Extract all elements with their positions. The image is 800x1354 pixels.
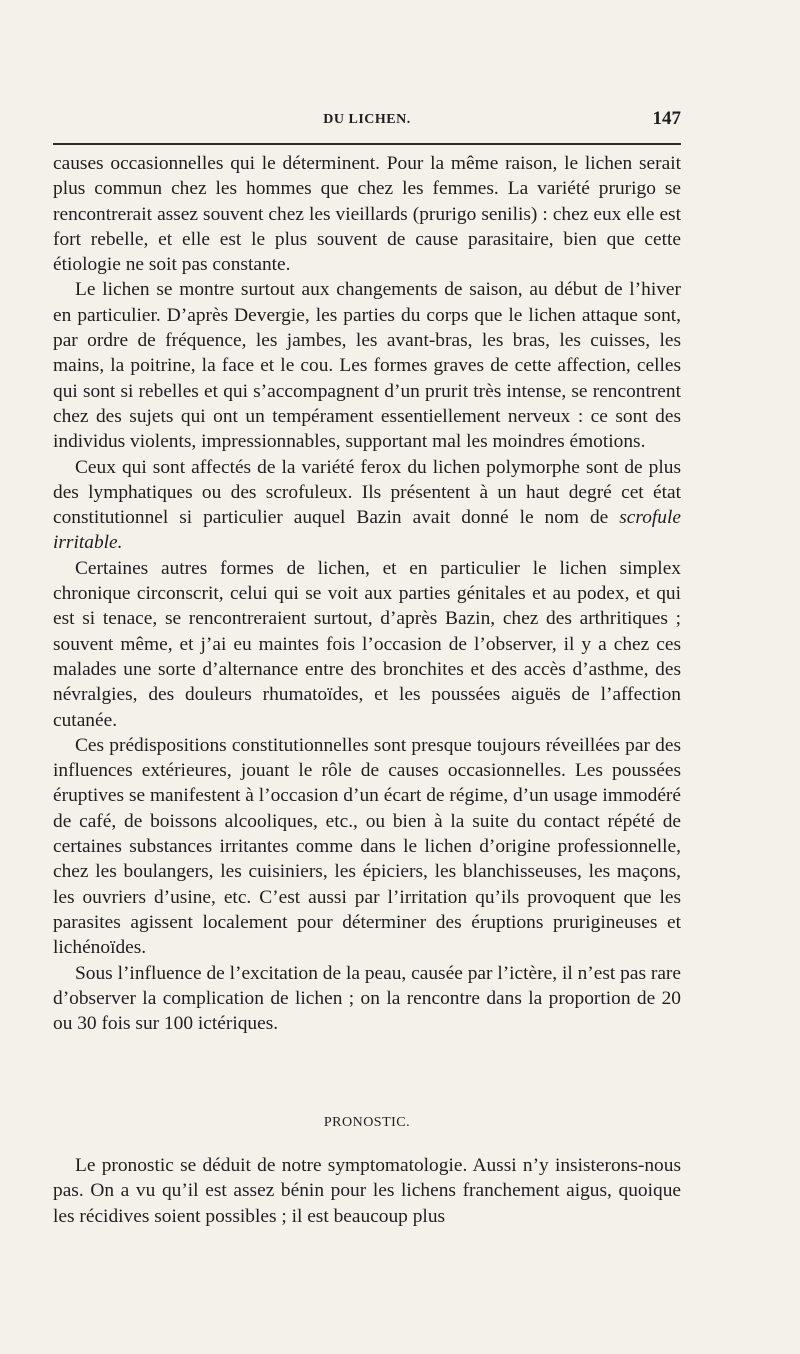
paragraph-2: Le lichen se montre surtout aux changements de saison, au début de l’hiver en particulier. D’après Devergie, les parties du corps que le lichen attaque sont, par ordre de fréquence, les jambes, les avant-bras, les bras, les cuisses, les mains, la poitrine, la face et le cou. Les formes graves de cette affection, celles qui sont si rebelles et qui s’accompagnent d’un prurit très intense, se rencontrent chez des sujets qui ont un tempérament essentiellement nerveux : ce sont des individus violents, impressionnables, supportant mal les moindres émotions.: [53, 279, 681, 453]
pronostic-paragraph: Le pronostic se déduit de notre symptomatologie. Aussi n’y insisterons-nous pas. On a vu qu’il est assez bénin pour les lichens franchement aigus, quoique les récidives soient possibles ; il est beaucoup plus: [53, 1155, 681, 1227]
paragraph-3: [53, 455, 681, 556]
section-body: [53, 1153, 681, 1229]
running-title: DU LICHEN.: [323, 112, 411, 127]
body-text: [53, 151, 681, 1036]
paragraph-5: Ces prédispositions constitutionnelles sont presque toujours réveillées par des influences extérieures, jouant le rôle de causes occasionnelles. Les poussées éruptives se manifestent à l’occasion d’un écart de régime, d’un usage immodéré de café, de boissons alcooliques, etc., ou bien à la suite du contact répété de certaines substances irritantes comme dans le lichen d’origine professionnelle, chez les boulangers, les cuisiniers, les épiciers, les blanchisseuses, les maçons, les ouvriers d’usine, etc. C’est aussi par l’irritation qu’ils provoquent que les parasites agissent localement pour déterminer des éruptions prurigineuses et lichénoïdes.: [53, 734, 681, 959]
paragraph-3-emphasis: scrofule irritable.: [53, 507, 681, 554]
header-rule: [53, 143, 681, 145]
running-head: [53, 108, 681, 132]
section-heading: PRONOSTIC.: [323, 1115, 411, 1130]
paragraph-4: Certaines autres formes de lichen, et en particulier le lichen simplex chronique circonscrit, celui qui se voit aux parties génitales et au podex, et qui est si tenace, se rencontreraient surtout, d’après Bazin, chez des arthritiques ; souvent même, et j’ai eu maintes fois l’occasion de l’observer, il y a chez ces malades une sorte d’alternance entre des bronchites et des accès d’asthme, des névralgies, des douleurs rhumatoïdes, et les poussées aiguës de l’affection cutanée.: [53, 557, 681, 731]
paragraph-6: Sous l’influence de l’excitation de la peau, causée par l’ictère, il n’est pas rare d’observer la complication de lichen ; on la rencontre dans la proportion de 20 ou 30 fois sur 100 ictériques.: [53, 962, 681, 1035]
paragraph-1: causes occasionnelles qui le déterminent. Pour la même raison, le lichen serait plus commun chez les hommes que chez les femmes. La variété prurigo se rencontrerait assez souvent chez les vieillards (prurigo senilis) : chez eux elle est fort rebelle, et elle est le plus souvent de cause parasitaire, bien que cette étiologie ne soit pas constante.: [53, 153, 681, 276]
paragraph-3-text: Ceux qui sont affectés de la variété ferox du lichen polymorphe sont de plus des lymphatiques ou des scrofuleux. Ils présentent à un haut degré cet état constitutionnel si particulier auquel Bazin avait donné le nom de: [53, 456, 681, 529]
page-number: 147: [652, 108, 681, 129]
